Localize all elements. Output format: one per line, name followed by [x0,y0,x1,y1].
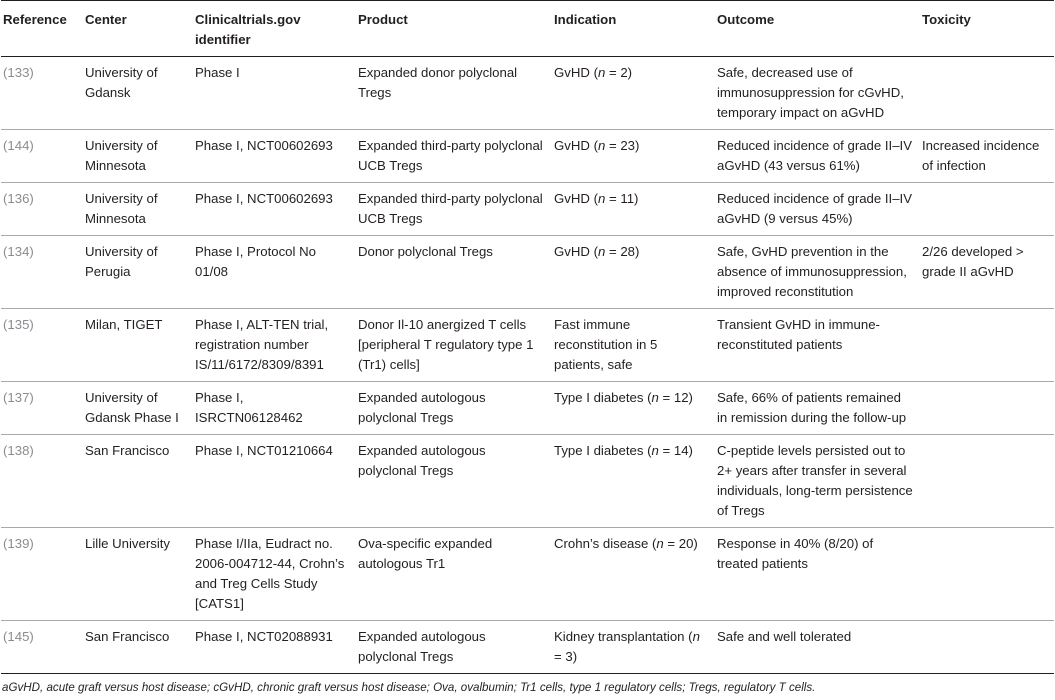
reference-paren: ( [3,536,8,551]
reference-link[interactable]: 136 [7,191,30,206]
sample-size-symbol: n [597,191,606,206]
table-header [1,1,1054,57]
reference-paren: ( [3,65,8,80]
cell-outcome: Safe and well tolerated [715,621,920,674]
indication-text: Type I diabetes ( [554,390,652,405]
cell-center: University of Gdansk Phase I [83,382,193,435]
cell-indication [552,621,715,674]
cell-center: San Francisco [83,435,193,528]
cell-outcome: Response in 40% (8/20) of treated patients [715,528,920,621]
cell-identifier: Phase I [193,57,356,130]
reference-paren: ( [3,191,8,206]
cell-indication [552,435,715,528]
cell-product: Expanded autologous polyclonal Tregs [356,435,552,528]
reference-link[interactable]: 135 [7,317,30,332]
reference-link[interactable]: 134 [7,244,30,259]
indication-text: = 14) [658,443,693,458]
cell-toxicity [920,309,1054,382]
reference-paren: ( [3,629,8,644]
indication-text: GvHD ( [554,244,598,259]
cell-reference [1,621,83,674]
cell-center: University of Gdansk [83,57,193,130]
cell-toxicity [920,435,1054,528]
cell-product: Donor polyclonal Tregs [356,236,552,309]
cell-identifier: Phase I, NCT00602693 [193,183,356,236]
reference-paren: ) [29,138,34,153]
indication-text: = 2) [605,65,633,80]
sample-size-symbol: n [597,244,606,259]
cell-identifier: Phase I/IIa, Eudract no. 2006-004712-44, Crohn’s and Treg Cells Study [CATS1] [193,528,356,621]
cell-identifier: Phase I, ALT-TEN trial, registration number IS/11/6172/8309/8391 [193,309,356,382]
cell-identifier: Phase I, NCT00602693 [193,130,356,183]
table-row [1,57,1054,130]
reference-link[interactable]: 137 [7,390,30,405]
table-row [1,130,1054,183]
cell-reference [1,130,83,183]
reference-paren: ) [29,191,34,206]
header-indication: Indication [552,1,715,57]
cell-identifier: Phase I, NCT02088931 [193,621,356,674]
reference-link[interactable]: 145 [7,629,30,644]
cell-reference [1,435,83,528]
table-row [1,309,1054,382]
cell-indication [552,528,715,621]
reference-paren: ) [29,390,34,405]
indication-text: = 12) [658,390,693,405]
cell-indication [552,57,715,130]
cell-product: Ova-specific expanded autologous Tr1 [356,528,552,621]
header-toxicity: Toxicity [920,1,1054,57]
cell-identifier: Phase I, Protocol No 01/08 [193,236,356,309]
reference-paren: ( [3,138,8,153]
reference-paren: ) [29,629,34,644]
sample-size-symbol: n [692,629,700,644]
cell-identifier: Phase I, NCT01210664 [193,435,356,528]
header-reference: Reference [1,1,83,57]
reference-paren: ( [3,390,8,405]
cell-indication [552,130,715,183]
cell-reference [1,382,83,435]
cell-center: Milan, TIGET [83,309,193,382]
sample-size-symbol: n [656,536,664,551]
cell-indication [552,236,715,309]
clinical-trials-table [1,0,1054,674]
cell-center: San Francisco [83,621,193,674]
cell-product: Expanded third-party polyclonal UCB Tregs [356,183,552,236]
table-row [1,528,1054,621]
cell-outcome: Safe, decreased use of immunosuppression for cGvHD, temporary impact on aGvHD [715,57,920,130]
cell-reference [1,57,83,130]
indication-text: GvHD ( [554,65,598,80]
indication-text: = 3) [554,649,578,664]
table-row [1,382,1054,435]
header-identifier: Clinicaltrials.gov identifier [193,1,356,57]
sample-size-symbol: n [597,65,606,80]
cell-outcome: C-peptide levels persisted out to 2+ years after transfer in several individuals, long-term persistence of Tregs [715,435,920,528]
sample-size-symbol: n [597,138,606,153]
cell-toxicity [920,57,1054,130]
table-footnote: aGvHD, acute graft versus host disease; cGvHD, chronic graft versus host disease; Ova, ovalbumin; Tr1 cells, type 1 regulatory cells; Tregs, regulatory T cells. [2,681,816,694]
indication-text: = 23) [605,138,640,153]
indication-text: Type I diabetes ( [554,443,652,458]
cell-indication [552,309,715,382]
cell-center: University of Minnesota [83,130,193,183]
cell-toxicity [920,382,1054,435]
cell-indication [552,382,715,435]
reference-link[interactable]: 144 [7,138,30,153]
cell-identifier: Phase I, ISRCTN06128462 [193,382,356,435]
cell-center: Lille University [83,528,193,621]
cell-toxicity [920,183,1054,236]
cell-toxicity: Increased incidence of infection [920,130,1054,183]
cell-outcome: Transient GvHD in immune-reconstituted patients [715,309,920,382]
cell-outcome: Safe, GvHD prevention in the absence of immunosuppression, improved reconstitution [715,236,920,309]
cell-outcome: Reduced incidence of grade II–IV aGvHD (43 versus 61%) [715,130,920,183]
cell-product: Expanded autologous polyclonal Tregs [356,621,552,674]
cell-reference [1,183,83,236]
table-row [1,183,1054,236]
indication-text: = 11) [605,191,639,206]
table-row [1,435,1054,528]
reference-paren: ) [29,317,34,332]
cell-outcome: Safe, 66% of patients remained in remission during the follow-up [715,382,920,435]
indication-text: Crohn’s disease ( [554,536,657,551]
cell-toxicity [920,528,1054,621]
cell-center: University of Perugia [83,236,193,309]
table-body [1,57,1054,674]
cell-toxicity: 2/26 developed > grade II aGvHD [920,236,1054,309]
reference-link[interactable]: 138 [7,443,30,458]
cell-center: University of Minnesota [83,183,193,236]
table-row [1,236,1054,309]
reference-paren: ( [3,443,8,458]
cell-reference [1,528,83,621]
reference-paren: ) [29,244,34,259]
indication-text: = 28) [605,244,640,259]
sample-size-symbol: n [651,390,659,405]
header-product: Product [356,1,552,57]
header-center: Center [83,1,193,57]
indication-text: GvHD ( [554,138,598,153]
indication-text: = 20) [663,536,698,551]
reference-link[interactable]: 139 [7,536,30,551]
cell-toxicity [920,621,1054,674]
header-outcome: Outcome [715,1,920,57]
indication-text: Kidney transplantation ( [554,629,693,644]
cell-product: Donor Il-10 anergized T cells [peripheral T regulatory type 1 (Tr1) cells] [356,309,552,382]
table-row [1,621,1054,674]
indication-text: GvHD ( [554,191,598,206]
cell-reference [1,309,83,382]
cell-product: Expanded autologous polyclonal Tregs [356,382,552,435]
reference-paren: ) [29,65,34,80]
reference-paren: ) [29,443,34,458]
reference-paren: ( [3,244,8,259]
sample-size-symbol: n [651,443,659,458]
cell-indication [552,183,715,236]
reference-paren: ) [29,536,34,551]
cell-outcome: Reduced incidence of grade II–IV aGvHD (9 versus 45%) [715,183,920,236]
cell-product: Expanded third-party polyclonal UCB Tregs [356,130,552,183]
indication-text: Fast immune reconstitution in 5 patients, safe [554,317,658,372]
cell-reference [1,236,83,309]
cell-product: Expanded donor polyclonal Tregs [356,57,552,130]
reference-paren: ( [3,317,8,332]
reference-link[interactable]: 133 [7,65,30,80]
